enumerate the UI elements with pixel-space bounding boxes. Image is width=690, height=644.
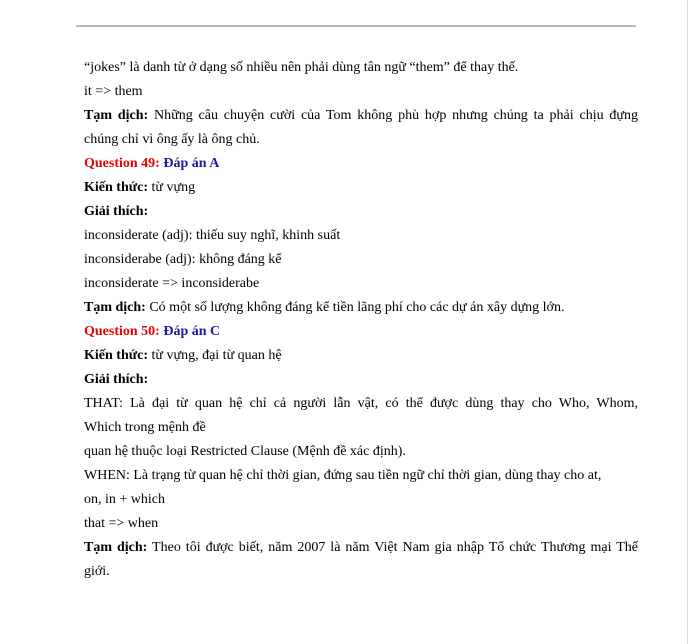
q49-label: Question 49: (84, 156, 160, 171)
q49-heading (84, 152, 638, 176)
q50-that-line3: quan hệ thuộc loại Restricted Clause (Mệnh đề xác định). (84, 444, 406, 459)
jokes-note: “jokes” là danh từ ở dạng số nhiều nên phải dùng tân ngữ “them” để thay thế. (84, 60, 519, 75)
q49-line3: inconsiderate => inconsiderabe (84, 276, 260, 291)
header-rule (76, 25, 636, 27)
q50-when-line1: WHEN: Là trạng từ quan hệ chỉ thời gian, đứng sau tiền ngữ chỉ thời gian, dùng thay cho at, (84, 468, 602, 483)
q50-translation-line1: Tạm dịch: Theo tôi được biết, năm 2007 là năm Việt Nam gia nhập Tổ chức Thương mại Thế (84, 540, 638, 555)
q49-line1: inconsiderate (adj): thiếu suy nghĩ, khinh suất (84, 228, 341, 243)
q50-that-line1: THAT: Là đại từ quan hệ chỉ cả người lẫn vật, có thể được dùng thay cho Who, Whom, (84, 396, 638, 411)
q49-translation: Tạm dịch: Có một số lượng không đáng kể tiền lãng phí cho các dự án xây dựng lớn. (84, 300, 565, 315)
q50-answer-line: that => when (84, 516, 159, 531)
q50-answer: Đáp án C (159, 324, 221, 339)
q50-when-line2: on, in + which (84, 492, 165, 507)
q48-translation-line2: chúng chỉ vì ông ấy là ông chủ. (84, 132, 260, 147)
document-body (84, 56, 638, 584)
q50-knowledge: Kiến thức: từ vựng, đại từ quan hệ (84, 348, 282, 363)
q50-label: Question 50: (84, 324, 160, 339)
q49-explain-label: Giải thích: (84, 204, 149, 219)
page-edge (687, 0, 688, 644)
q49-knowledge: Kiến thức: từ vựng (84, 180, 196, 195)
q50-heading (84, 320, 638, 344)
q48-answer: it => them (84, 84, 143, 99)
q50-that-line2: Which trong mệnh đề (84, 420, 206, 435)
q48-translation-line1: Tạm dịch: Những câu chuyện cười của Tom không phù hợp nhưng chúng ta phải chịu đựng (84, 108, 638, 123)
q50-translation-line2: giới. (84, 564, 110, 579)
translation-label: Tạm dịch: (84, 108, 149, 123)
q49-line2: inconsiderabe (adj): không đáng kể (84, 252, 282, 267)
q49-answer: Đáp án A (159, 156, 220, 171)
q50-explain-label: Giải thích: (84, 372, 149, 387)
